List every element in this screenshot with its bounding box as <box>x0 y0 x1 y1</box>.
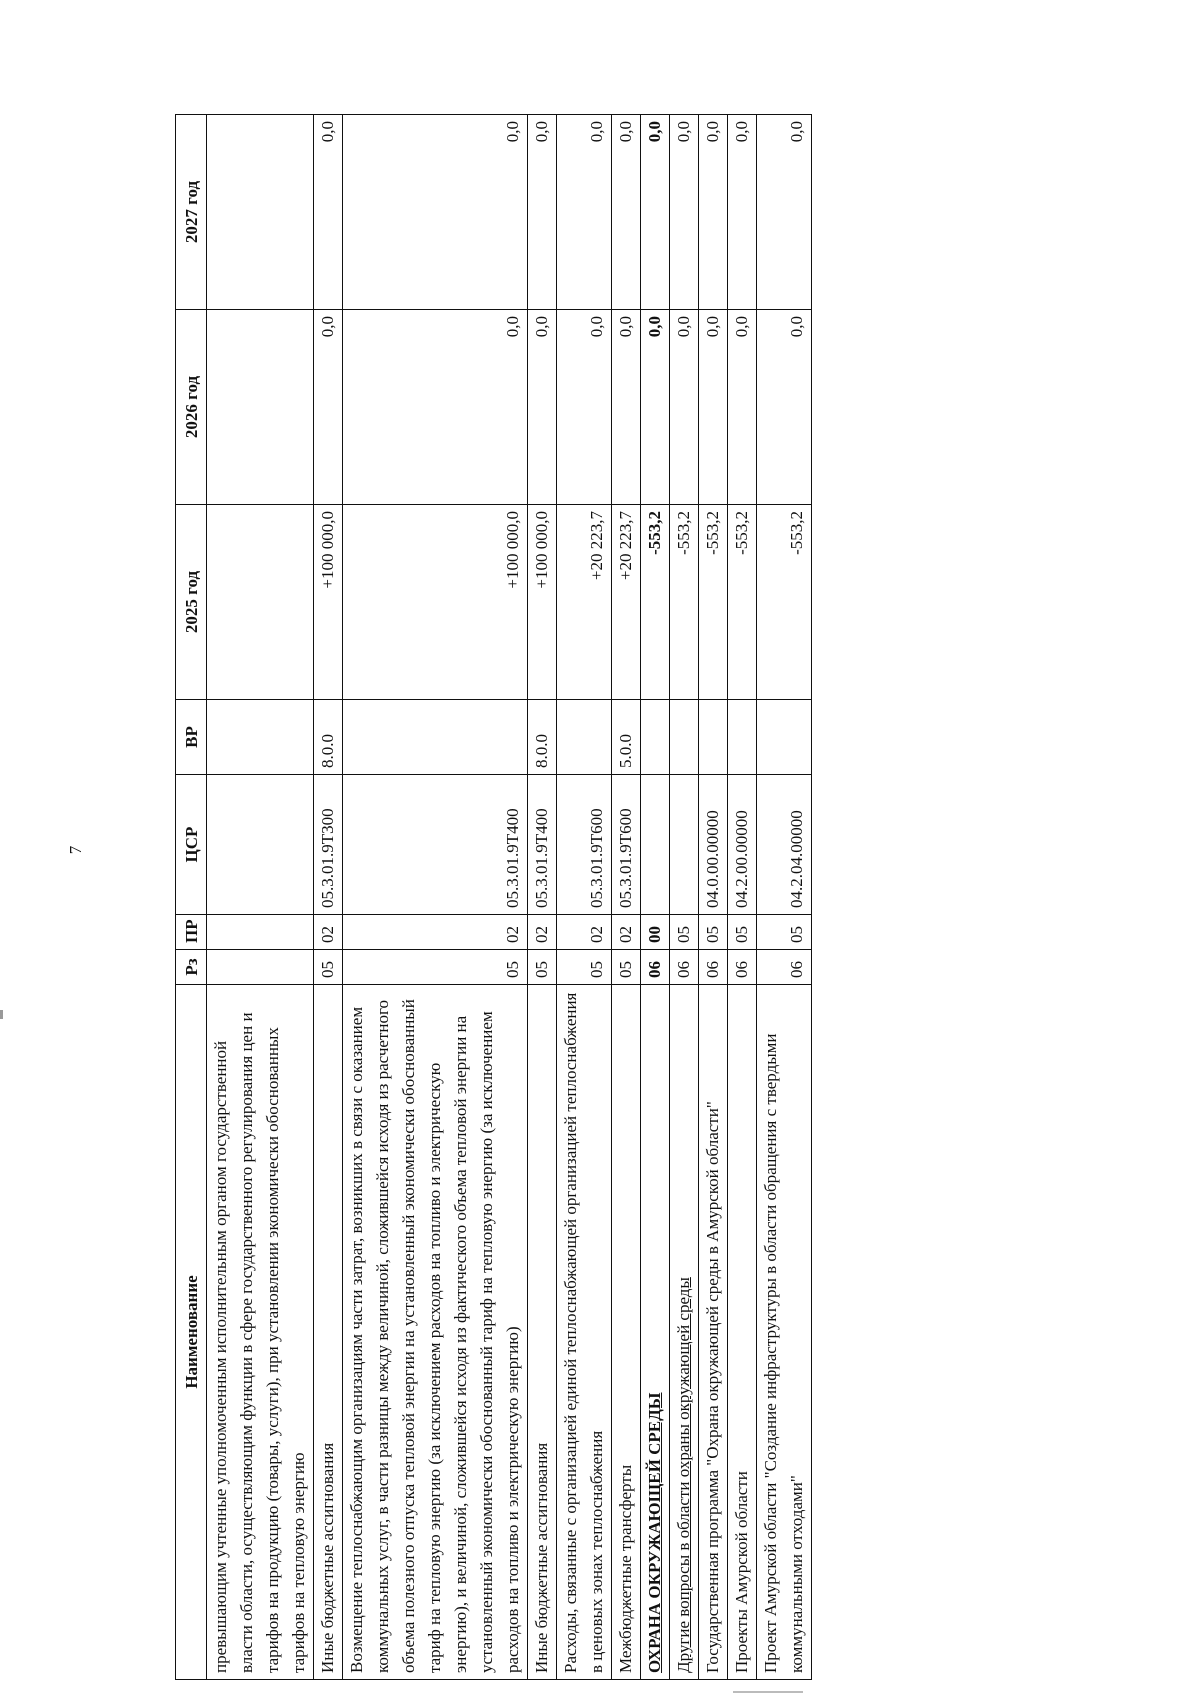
row-csr: 04.0.00.00000 <box>699 775 728 915</box>
row-name: Возмещение теплоснабжающим организациям части затрат, возникших в связи с оказанием коммунальных услуг, в части разницы между величиной, сложившейся исходя из расчетного объема полезного отпуска тепловой энергии на установленный экономически обоснованный тариф на тепловую энергию (за исключением расходов на топливо и электрическую энергию), и величиной, сложившейся исходя из фактического объема тепловой энергии на установленный экономически обоснованный тариф на тепловую энергию (за исключением расходов на топливо и электрическую энергию) <box>343 985 528 1680</box>
row-2026: 0,0 <box>612 310 641 505</box>
header-2027: 2027 год <box>176 115 207 310</box>
table-row <box>699 115 728 1680</box>
row-name: Проекты Амурской области <box>728 985 757 1680</box>
table-row <box>757 115 812 1680</box>
row-name: ОХРАНА ОКРУЖАЮЩЕЙ СРЕДЫ <box>641 985 670 1680</box>
row-rz: 05 <box>528 950 557 985</box>
row-2025: +100 000,0 <box>343 505 528 700</box>
row-2025: -553,2 <box>699 505 728 700</box>
row-vr: 5.0.0 <box>612 700 641 775</box>
row-name: Другие вопросы в области охраны окружающей среды <box>670 985 699 1680</box>
row-pr: 05 <box>670 915 699 950</box>
row-2026: 0,0 <box>314 310 343 505</box>
row-rz <box>207 950 314 985</box>
row-vr <box>557 700 612 775</box>
row-csr: 05.3.01.9Т400 <box>343 775 528 915</box>
row-csr <box>670 775 699 915</box>
row-rz: 05 <box>314 950 343 985</box>
scan-artifact <box>733 1691 803 1693</box>
page-number: 7 <box>66 845 85 855</box>
row-2027: 0,0 <box>612 115 641 310</box>
row-pr: 05 <box>699 915 728 950</box>
row-2027: 0,0 <box>641 115 670 310</box>
row-2025: +100 000,0 <box>528 505 557 700</box>
table-row <box>557 115 612 1680</box>
row-rz: 06 <box>670 950 699 985</box>
row-vr <box>699 700 728 775</box>
header-2025: 2025 год <box>176 505 207 700</box>
table-row <box>314 115 343 1680</box>
row-rz: 06 <box>641 950 670 985</box>
row-vr <box>641 700 670 775</box>
row-rz: 05 <box>343 950 528 985</box>
row-vr <box>670 700 699 775</box>
row-vr <box>728 700 757 775</box>
row-pr: 02 <box>612 915 641 950</box>
row-name: превышающим учтенные уполномоченным исполнительным органом государственной власти области, осуществляющим функции в сфере государственного регулирования цен и тарифов на продукцию (товары, услуги), при установлении экономически обоснованных тарифов на тепловую энергию <box>207 985 314 1680</box>
row-name: Межбюджетные трансферты <box>612 985 641 1680</box>
row-2025: +100 000,0 <box>314 505 343 700</box>
row-2025: -553,2 <box>641 505 670 700</box>
table-row <box>528 115 557 1680</box>
row-csr: 04.2.04.00000 <box>757 775 812 915</box>
header-name: Наименование <box>176 985 207 1680</box>
row-2025: +20 223,7 <box>612 505 641 700</box>
row-pr: 02 <box>557 915 612 950</box>
budget-table <box>175 114 812 1680</box>
row-2025: -553,2 <box>670 505 699 700</box>
row-2026: 0,0 <box>699 310 728 505</box>
table-row <box>728 115 757 1680</box>
row-vr: 8.0.0 <box>528 700 557 775</box>
row-name: Государственная программа "Охрана окружающей среды в Амурской области" <box>699 985 728 1680</box>
row-2025: +20 223,7 <box>557 505 612 700</box>
row-pr: 02 <box>343 915 528 950</box>
row-csr: 05.3.01.9Т400 <box>528 775 557 915</box>
row-2027: 0,0 <box>670 115 699 310</box>
row-2027: 0,0 <box>699 115 728 310</box>
row-2026: 0,0 <box>528 310 557 505</box>
row-pr: 02 <box>528 915 557 950</box>
row-csr: 05.3.01.9Т600 <box>557 775 612 915</box>
row-2026: 0,0 <box>343 310 528 505</box>
row-2027: 0,0 <box>728 115 757 310</box>
row-2026 <box>207 310 314 505</box>
row-2027: 0,0 <box>314 115 343 310</box>
row-csr: 05.3.01.9Т300 <box>314 775 343 915</box>
row-csr <box>207 775 314 915</box>
row-pr: 02 <box>314 915 343 950</box>
row-2025: -553,2 <box>728 505 757 700</box>
row-rz: 05 <box>557 950 612 985</box>
row-csr <box>641 775 670 915</box>
header-pr: ПР <box>176 915 207 950</box>
table-row <box>207 115 314 1680</box>
table-row-section <box>641 115 670 1680</box>
row-2026: 0,0 <box>557 310 612 505</box>
row-2026: 0,0 <box>757 310 812 505</box>
rotated-page-content <box>175 115 1080 1680</box>
row-rz: 05 <box>612 950 641 985</box>
row-2025 <box>207 505 314 700</box>
row-csr: 04.2.00.00000 <box>728 775 757 915</box>
header-csr: ЦСР <box>176 775 207 915</box>
row-pr <box>207 915 314 950</box>
row-vr <box>757 700 812 775</box>
row-pr: 05 <box>728 915 757 950</box>
row-vr: 8.0.0 <box>314 700 343 775</box>
row-pr: 05 <box>757 915 812 950</box>
row-csr: 05.3.01.9Т600 <box>612 775 641 915</box>
row-vr <box>343 700 528 775</box>
header-vr: ВР <box>176 700 207 775</box>
header-rz: Рз <box>176 950 207 985</box>
row-2027 <box>207 115 314 310</box>
row-2026: 0,0 <box>670 310 699 505</box>
header-2026: 2026 год <box>176 310 207 505</box>
table-header-row <box>176 115 207 1680</box>
row-name: Проект Амурской области "Создание инфраструктуры в области обращения с твердыми коммунальными отходами" <box>757 985 812 1680</box>
row-2027: 0,0 <box>343 115 528 310</box>
row-rz: 06 <box>699 950 728 985</box>
table-row <box>343 115 528 1680</box>
table-row <box>670 115 699 1680</box>
row-vr <box>207 700 314 775</box>
row-rz: 06 <box>728 950 757 985</box>
row-2026: 0,0 <box>728 310 757 505</box>
row-name: Иные бюджетные ассигнования <box>528 985 557 1680</box>
row-2025: -553,2 <box>757 505 812 700</box>
scan-artifact <box>0 1010 3 1019</box>
row-2027: 0,0 <box>528 115 557 310</box>
row-rz: 06 <box>757 950 812 985</box>
row-2027: 0,0 <box>557 115 612 310</box>
row-2026: 0,0 <box>641 310 670 505</box>
row-pr: 00 <box>641 915 670 950</box>
row-name: Иные бюджетные ассигнования <box>314 985 343 1680</box>
row-name: Расходы, связанные с организацией единой теплоснабжающей организацией теплоснабжения в ценовых зонах теплоснабжения <box>557 985 612 1680</box>
row-2027: 0,0 <box>757 115 812 310</box>
table-row <box>612 115 641 1680</box>
